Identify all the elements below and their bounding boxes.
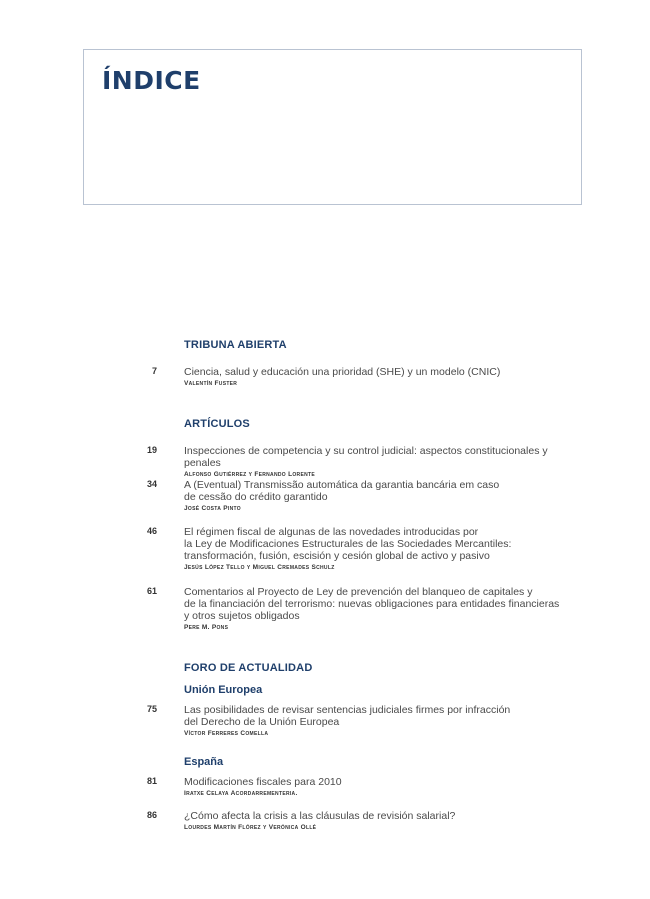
entry-author: Jesús López Tello y Miguel Cremades Schulz <box>184 564 335 571</box>
entry-title-line: El régimen fiscal de algunas de las novedades introducidas por <box>184 526 479 538</box>
page-number: 75 <box>146 704 157 714</box>
page-number: 7 <box>151 366 157 376</box>
entry-title-line: transformación, fusión, escisión y cesión global de activo y pasivo <box>184 550 490 562</box>
page-number: 86 <box>146 810 157 820</box>
entry-title-line: Las posibilidades de revisar sentencias judiciales firmes por infracción <box>184 704 511 716</box>
entry-author: Pere M. Pons <box>184 624 229 631</box>
entry-title-line: de cessão do crédito garantido <box>184 491 328 503</box>
entry-title-line: Comentarios al Proyecto de Ley de prevención del blanqueo de capitales y <box>184 586 533 598</box>
section-heading-foro-de-actualidad: FORO DE ACTUALIDAD <box>184 662 313 674</box>
entry-title-line: A (Eventual) Transmissão automática da garantia bancária em caso <box>184 479 500 491</box>
page-number: 34 <box>146 479 157 489</box>
entry-author: Alfonso Gutiérrez y Fernando Lorente <box>184 471 315 478</box>
page-number: 81 <box>146 776 157 786</box>
entry-author: Lourdes Martín Flórez y Verónica Ollé <box>184 824 317 831</box>
index-header-box <box>83 49 582 205</box>
entry-title-line: la Ley de Modificaciones Estructurales de las Sociedades Mercantiles: <box>184 538 512 550</box>
entry-author: Víctor Ferreres Comella <box>184 730 269 737</box>
page-number: 46 <box>146 526 157 536</box>
entry-title-line: y otros sujetos obligados <box>184 610 300 622</box>
page-title: ÍNDICE <box>102 66 201 95</box>
section-heading-tribuna-abierta: TRIBUNA ABIERTA <box>184 339 287 351</box>
page-number: 19 <box>146 445 157 455</box>
entry-title: Modificaciones fiscales para 2010 <box>184 776 342 788</box>
entry-author: Valentín Fuster <box>184 380 238 387</box>
entry-title-line: del Derecho de la Unión Europea <box>184 716 340 728</box>
subsection-heading-espana: España <box>184 756 224 768</box>
entry-author: Iratxe Celaya Acordarrementeria. <box>184 790 298 797</box>
subsection-heading-union-europea: Unión Europea <box>184 684 263 696</box>
entry-title: Ciencia, salud y educación una prioridad (SHE) y un modelo (CNIC) <box>184 366 501 378</box>
section-heading-articulos: ARTÍCULOS <box>184 418 250 430</box>
entry-author: José Costa Pinto <box>184 505 241 512</box>
page-number: 61 <box>146 586 157 596</box>
entry-title: Inspecciones de competencia y su control judicial: aspectos constitucionales y penales <box>184 445 548 469</box>
entry-title: ¿Cómo afecta la crisis a las cláusulas de revisión salarial? <box>184 810 456 822</box>
entry-title-line: de la financiación del terrorismo: nuevas obligaciones para entidades financieras <box>184 598 560 610</box>
